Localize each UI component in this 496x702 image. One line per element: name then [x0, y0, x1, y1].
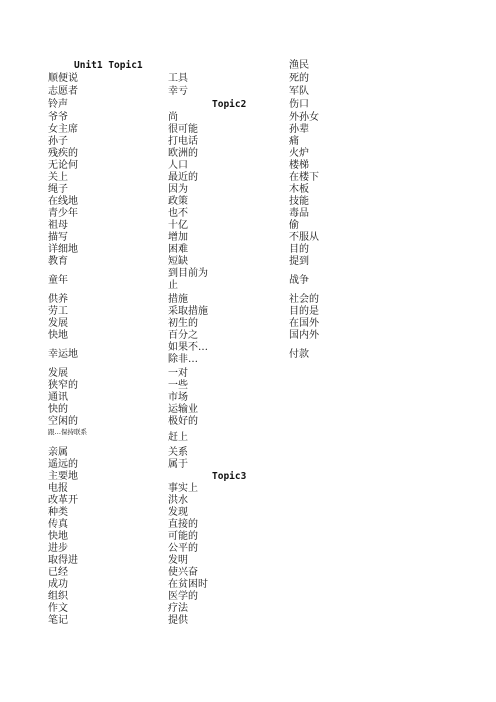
word-c-3: 军队: [289, 86, 309, 97]
word-b-1: 工具: [168, 73, 188, 84]
word-c-19: 社会的: [289, 294, 319, 305]
word-b-41: 提供: [168, 615, 188, 626]
word-a-33: 改革开: [48, 495, 78, 506]
word-b-16: 到目前为止: [168, 268, 208, 291]
word-b-40: 疗法: [168, 603, 188, 614]
word-b-17: 措施: [168, 294, 188, 305]
word-c-21: 在国外: [289, 318, 319, 329]
word-a-6: 孙子: [48, 136, 68, 147]
word-a-20: 发展: [48, 318, 68, 329]
word-b-14: 困难: [168, 244, 188, 255]
word-a-14: 描写: [48, 232, 68, 243]
word-b-30: 事实上: [168, 483, 198, 494]
word-a-30: 遥远的: [48, 459, 78, 470]
word-a-25: 通讯: [48, 392, 68, 403]
word-a-37: 进步: [48, 543, 68, 554]
word-b-36: 发明: [168, 555, 188, 566]
word-b-32: 发现: [168, 507, 188, 518]
word-a-38: 取得进: [48, 555, 78, 566]
topic3-heading: Topic3: [212, 471, 247, 482]
word-b-31: 洪水: [168, 495, 188, 506]
word-a-8: 无论何: [48, 160, 78, 171]
word-a-43: 笔记: [48, 615, 68, 626]
word-c-5: 外孙女: [289, 112, 319, 123]
word-a-32: 电报: [48, 483, 68, 494]
word-a-22: 幸运地: [48, 349, 78, 360]
word-a-24: 狭窄的: [48, 380, 78, 391]
word-a-40: 成功: [48, 579, 68, 590]
word-b-12: 十亿: [168, 220, 188, 231]
word-a-35: 传真: [48, 519, 68, 530]
word-b-8: 最近的: [168, 172, 198, 183]
word-a-19: 劳工: [48, 306, 68, 317]
word-a-39: 已经: [48, 567, 68, 578]
word-a-13: 祖母: [48, 220, 68, 231]
word-b-13: 增加: [168, 232, 188, 243]
word-a-42: 作文: [48, 603, 68, 614]
word-a-4: 爷爷: [48, 112, 68, 123]
word-a-9: 关上: [48, 172, 68, 183]
word-c-6: 孙辈: [289, 124, 309, 135]
word-c-14: 偷: [289, 220, 299, 231]
word-a-41: 组织: [48, 591, 68, 602]
word-c-16: 目的: [289, 244, 309, 255]
word-b-2: 幸亏: [168, 86, 188, 97]
word-a-10: 绳子: [48, 184, 68, 195]
word-b-24: 市场: [168, 392, 188, 403]
word-a-11: 在线地: [48, 196, 78, 207]
word-b-18: 采取措施: [168, 306, 208, 317]
word-c-23: 付款: [289, 349, 309, 360]
word-b-37: 使兴奋: [168, 567, 198, 578]
word-a-18: 供养: [48, 294, 68, 305]
word-a-28: 跟…保持联系: [48, 428, 87, 436]
word-b-26: 极好的: [168, 416, 198, 427]
word-c-12: 技能: [289, 196, 309, 207]
word-b-7: 人口: [168, 160, 188, 171]
word-b-19: 初生的: [168, 318, 198, 329]
word-a-17: 童年: [48, 275, 68, 286]
word-c-18: 战争: [289, 275, 309, 286]
word-a-34: 种类: [48, 507, 68, 518]
word-c-4: 伤口: [289, 99, 309, 110]
word-b-15: 短缺: [168, 256, 188, 267]
word-c-22: 国内外: [289, 330, 319, 341]
word-b-25: 运输业: [168, 404, 198, 415]
word-a-31: 主要地: [48, 471, 78, 482]
word-c-1: 渔民: [289, 60, 309, 71]
word-c-7: 痛: [289, 136, 299, 147]
word-b-33: 直接的: [168, 519, 198, 530]
word-c-2: 死的: [289, 73, 309, 84]
word-a-16: 教育: [48, 256, 68, 267]
word-a-3: 铃声: [48, 99, 68, 110]
word-b-9: 因为: [168, 184, 188, 195]
word-a-1: 顺便说: [48, 73, 78, 84]
word-c-13: 毒品: [289, 208, 309, 219]
word-a-7: 残疾的: [48, 148, 78, 159]
word-a-26: 快的: [48, 404, 68, 415]
word-a-15: 详细地: [48, 244, 78, 255]
word-a-23: 发展: [48, 368, 68, 379]
word-b-5: 打电话: [168, 136, 198, 147]
word-b-4: 很可能: [168, 124, 198, 135]
word-b-11: 也不: [168, 208, 188, 219]
word-b-27: 赶上: [168, 432, 188, 443]
word-b-28: 关系: [168, 447, 188, 458]
word-a-36: 快地: [48, 531, 68, 542]
word-c-10: 在楼下: [289, 172, 319, 183]
word-a-2: 志愿者: [48, 86, 78, 97]
word-a-12: 青少年: [48, 208, 78, 219]
word-b-29: 属于: [168, 459, 188, 470]
word-a-27: 空闲的: [48, 416, 78, 427]
word-c-9: 楼梯: [289, 160, 309, 171]
word-b-20: 百分之: [168, 330, 198, 341]
word-b-23: 一些: [168, 380, 188, 391]
word-a-21: 快地: [48, 330, 68, 341]
topic2-heading: Topic2: [212, 99, 247, 110]
word-b-22: 一对: [168, 368, 188, 379]
word-c-20: 目的是: [289, 306, 319, 317]
word-b-3: 尚: [168, 112, 178, 123]
word-b-39: 医学的: [168, 591, 198, 602]
word-b-6: 欧洲的: [168, 148, 198, 159]
word-c-8: 火炉: [289, 148, 309, 159]
unit-topic-heading: Unit1 Topic1: [74, 60, 143, 71]
word-a-29: 亲属: [48, 447, 68, 458]
word-b-10: 政策: [168, 196, 188, 207]
word-b-34: 可能的: [168, 531, 198, 542]
word-a-5: 女主席: [48, 124, 78, 135]
word-c-15: 不服从: [289, 232, 319, 243]
word-b-35: 公平的: [168, 543, 198, 554]
word-c-11: 木板: [289, 184, 309, 195]
word-b-38: 在贫困时: [168, 579, 208, 590]
word-b-21: 如果不…除非…: [168, 342, 208, 365]
word-c-17: 提到: [289, 256, 309, 267]
